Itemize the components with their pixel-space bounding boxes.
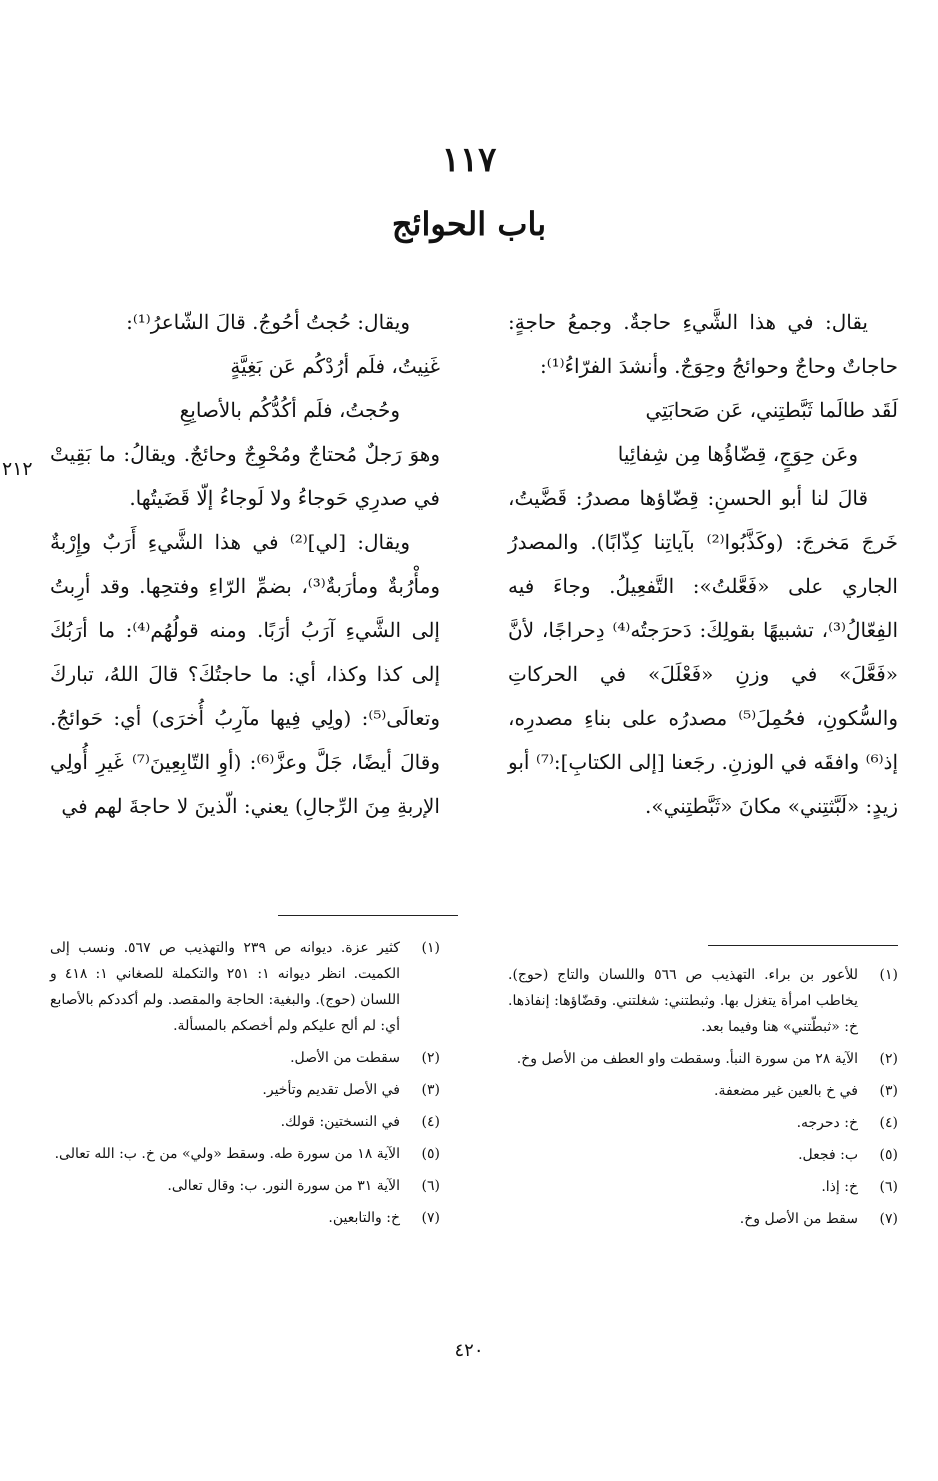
footnote-number: (١) [421,940,440,956]
page-number: ٤٢٠ [454,1340,484,1361]
footnote-number: (٥) [421,1146,440,1162]
right-column [508,300,898,828]
margin-page-reference: ٢١٢ [2,458,33,480]
footnote-divider-right [708,945,898,946]
footnote [50,1173,440,1199]
chapter-title: باب الحوائج [391,205,547,243]
footnote-number: (٦) [421,1178,440,1194]
footnote-number: (٣) [879,1083,898,1099]
footnote [508,1206,898,1232]
right-paragraph-1: يقال: في هذا الشَّيءِ حاجةٌ. وجمعُ حاجةٍ: حاجاتٌ وحاجٌ وحوائجُ وحِوَجٌ. وأنشدَ الفرّاءُ⁽¹⁾: [508,310,898,378]
footnote-number: (٣) [421,1082,440,1098]
verse-2-second-hemistich: وحُجتُ، فلَم أكُدُّكُم بالأصابِعِ [179,398,400,422]
footnote [508,962,898,1040]
footnote-text: الآية ٣١ من سورة النور. ب: وقال تعالى. [167,1178,400,1194]
left-footnotes [50,935,440,1237]
footnote-number: (٦) [879,1179,898,1195]
footnote-number: (١) [879,967,898,983]
footnote-number: (٧) [421,1210,440,1226]
footnote [50,935,440,1039]
footnote-text: الآية ٢٨ من سورة النبأ. وسقطت واو العطف من الأصل وخ. [516,1051,858,1067]
footnote-text: ب: فجعل. [798,1147,858,1163]
footnote-number: (٥) [879,1147,898,1163]
footnote [50,1141,440,1167]
footnote [50,1045,440,1071]
footnote-text: خ: والتابعين. [328,1210,400,1226]
footnote-divider-left [278,915,458,916]
footnote-text: للأعور بن براء. التهذيب ص ٥٦٦ واللسان والتاج (حوج). يخاطب امرأة يتغزل بها. وثبطتني: شغلتني. وقضّاؤها: إنفاذها. خ: «ثبطّتني» هنا وفيما بعد. [508,967,858,1035]
footnote-text: في الأصل تقديم وتأخير. [262,1082,400,1098]
footnote [508,1174,898,1200]
left-column [50,300,440,828]
left-paragraph-2: وهوَ رَجلٌ مُحتاجٌ ومُحْوِجٌ وحائجٌ. ويقالُ: ما بَقِيتْ في صدرِي حَوجاءُ ولا لَوجاءُ إلّا قَضَيتُها. [50,442,440,510]
footnote [508,1110,898,1136]
footnote-text: الآية ١٨ من سورة طه. وسقط «ولي» من خ. ب: الله تعالى. [54,1146,400,1162]
footnote-number: (٢) [879,1051,898,1067]
footnote-text: سقط من الأصل وخ. [739,1211,858,1227]
right-footnotes [508,962,898,1238]
verse-1-first-hemistich: لَقَد طالَما ثَبَّطتِني، عَن صَحابَتِي [645,398,898,422]
footnote-text: في النسختين: قولك. [280,1114,400,1130]
verse-1-second-hemistich: وعَن حِوَجٍ، قِضّاؤُها مِن شِفائِيا [617,442,858,466]
verse-2-first-hemistich: غَنِيتُ، فلَم أرُدْكُم عَن بَغِيَّةٍ [230,354,440,378]
footnote [508,1078,898,1104]
footnote [508,1046,898,1072]
footnote [508,1142,898,1168]
footnote-text: سقطت من الأصل. [290,1050,400,1066]
chapter-number: ١١٧ [441,140,497,180]
footnote-number: (٤) [879,1115,898,1131]
footnote-number: (٢) [421,1050,440,1066]
right-paragraph-2: قالَ لنا أبو الحسنِ: قِضّاؤها مصدرُ: قَضَّيتُ، خَرجَ مَخرجَ: (وكَذَّبُوا⁽²⁾ بآياتِنا كِذّابًا). والمصدرُ الجاري على «فَعَّلتُ»: التَّفعِيلُ. وجاءَ فيه الفِعّالُ⁽³⁾، تشبيهًا بقولِكَ: دَحرَجتُه⁽⁴⁾ دِحراجًا، لأنَّ «فَعَّلَ» في وزنِ «فَعْلَلَ» في الحركاتِ والسُّكونِ، فحُمِلَ⁽⁵⁾ مصدرُه على بناءِ مصدرِه، إذ⁽⁶⁾ وافقَه في الوزنِ. رجَعنا [إلى الكتابِ]:⁽⁷⁾ أبو زيدٍ: «لَبَّثتِني» مكانَ «ثَبَّطتِني». [508,486,898,818]
footnote-text: خ: إذا. [821,1179,858,1195]
footnote-number: (٤) [421,1114,440,1130]
left-paragraph-1: ويقال: حُجتُ أحُوجُ. قالَ الشّاعرُ⁽¹⁾: [126,310,410,334]
footnote [50,1205,440,1231]
footnote [50,1109,440,1135]
left-paragraph-3: ويقال: [لي]⁽²⁾ في هذا الشَّيءِ أَرَبٌ وإِرْبةٌ ومأْرُبةٌ ومأرَبةٌ⁽³⁾، بضمِّ الرّاءِ وفتحِها. وقد أرِبتُ إلى الشَّيءِ آرَبُ أرَبًا. ومنه قولُهُم⁽⁴⁾: ما أرَبُكَ إلى كذا وكذا، أي: ما حاجتُكَ؟ قالَ اللهُ، تباركَ وتعالَى⁽⁵⁾: (ولِي فِيها مآرِبُ أُخرَى) أي: حَوائجُ. وقالَ أيضًا، جَلَّ وعزَّ⁽⁶⁾: (أوِ التّابِعِينَ⁽⁷⁾ غَيرِ أُولِي الإربةِ مِنَ الرِّجالِ) يعني: الّذينَ لا حاجةَ لهم في [50,530,441,818]
footnote-text: خ: دحرجه. [796,1115,858,1131]
footnote-text: في خ بالعين غير مضعفة. [714,1083,858,1099]
footnote-number: (٧) [879,1211,898,1227]
footnote-text: كثير عزة. ديوانه ص ٢٣٩ والتهذيب ص ٥٦٧. ونسب إلى الكميت. انظر ديوانه ١: ٢٥١ والتكملة للصغاني ١: ٤١٨ و اللسان (حوج). والبغية: الحاجة والمقصد. ولم أكددكم بالأصابع أي: لم ألح عليكم ولم أخصكم بالمسألة. [50,940,400,1034]
footnote [50,1077,440,1103]
